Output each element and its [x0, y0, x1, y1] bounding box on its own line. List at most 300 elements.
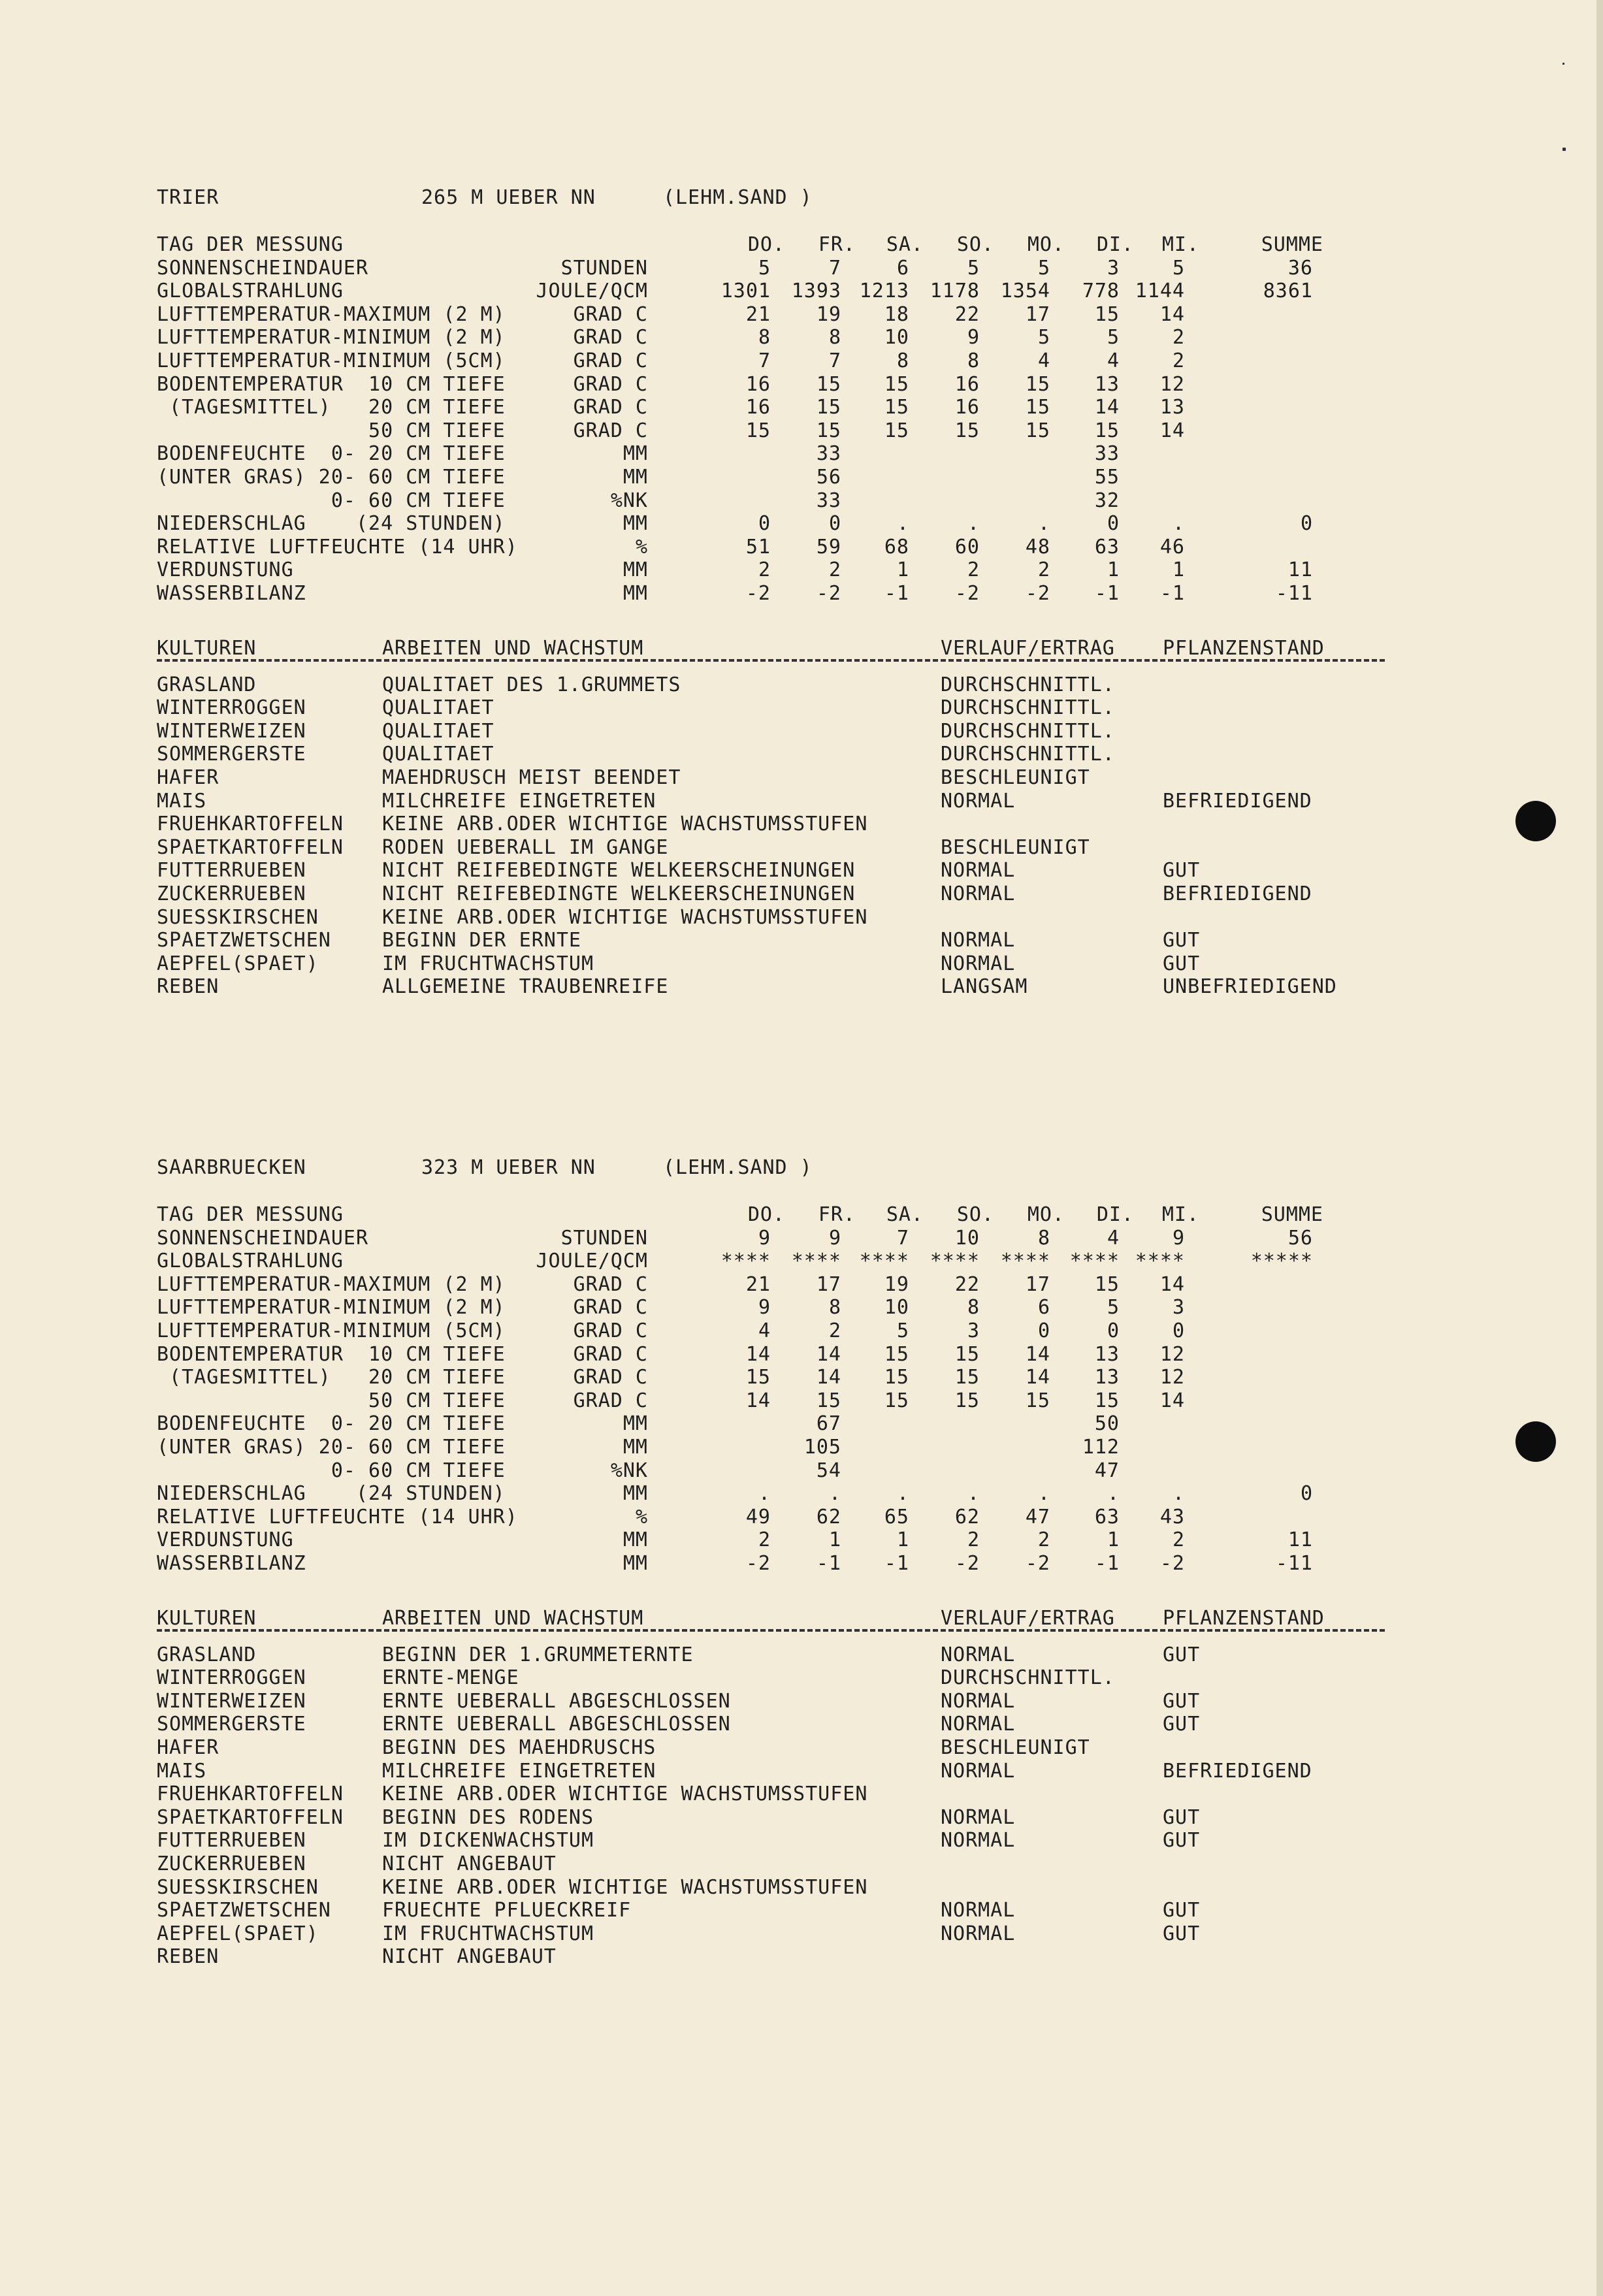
row-unit: STUNDEN: [560, 1226, 648, 1250]
value-cell: .: [1037, 512, 1050, 536]
value-cell: 17: [1025, 302, 1050, 326]
crop-work: QUALITAET: [382, 719, 494, 743]
value-cell: 14: [816, 1342, 841, 1366]
crop-work: ERNTE UEBERALL ABGESCHLOSSEN: [382, 1713, 731, 1736]
value-cell: 4: [758, 1319, 771, 1342]
crop-name: GRASLAND: [157, 673, 257, 696]
crop-row: [157, 720, 1398, 743]
value-cell: 18: [884, 302, 909, 326]
crop-work: MAEHDRUSCH MEIST BEENDET: [382, 766, 681, 789]
row-unit: MM: [623, 558, 648, 582]
sum-cell: -11: [1275, 582, 1313, 605]
value-cell: 0: [1172, 1319, 1185, 1342]
crop-row: [157, 1806, 1398, 1830]
row-label: SONNENSCHEINDAUER: [157, 256, 369, 280]
value-cell: 2: [1172, 1528, 1185, 1552]
value-cell: -2: [954, 1552, 980, 1575]
crop-work: BEGINN DES RODENS: [382, 1805, 594, 1829]
row-label: (UNTER GRAS) 20- 60 CM TIEFE: [157, 466, 506, 489]
day-header: SA.: [886, 1203, 924, 1226]
value-cell: 14: [1159, 1389, 1185, 1412]
value-cell: 16: [954, 396, 980, 419]
crop-row: [157, 952, 1398, 976]
measurement-row: [157, 512, 1398, 536]
crop-row: [157, 1760, 1398, 1783]
station-soil: (LEHM.SAND ): [663, 186, 813, 209]
crop-work: FRUECHTE PFLUECKREIF: [382, 1899, 632, 1922]
crop-verlauf: DURCHSCHNITTL.: [941, 696, 1115, 720]
crop-verlauf: NORMAL: [941, 1899, 1016, 1922]
value-cell: 47: [1025, 1505, 1050, 1528]
value-cell: ****: [721, 1250, 771, 1273]
crop-stand: GUT: [1163, 952, 1201, 975]
value-cell: 15: [884, 1342, 909, 1366]
value-cell: -1: [884, 582, 909, 605]
measurement-row: [157, 280, 1398, 303]
value-cell: 15: [954, 419, 980, 442]
row-label: TAG DER MESSUNG: [157, 233, 344, 256]
measurement-row: [157, 373, 1398, 396]
row-unit: GRAD C: [573, 419, 648, 442]
value-cell: 16: [954, 372, 980, 396]
day-header: DO.: [747, 1203, 785, 1226]
row-label: 50 CM TIEFE: [157, 1389, 506, 1412]
value-cell: .: [758, 1482, 771, 1506]
value-cell: 2: [758, 1528, 771, 1552]
value-cell: .: [967, 512, 980, 536]
value-cell: 15: [1094, 1272, 1120, 1296]
crop-col-verlauf: VERLAUF/ERTRAG: [941, 1606, 1115, 1630]
value-cell: 7: [828, 256, 841, 280]
value-cell: 13: [1094, 372, 1120, 396]
row-unit: MM: [623, 466, 648, 489]
value-cell: 15: [816, 396, 841, 419]
crop-stand: BEFRIEDIGEND: [1163, 882, 1312, 905]
crop-work: ALLGEMEINE TRAUBENREIFE: [382, 975, 669, 999]
value-cell: 15: [745, 419, 771, 442]
value-cell: 22: [954, 1272, 980, 1296]
value-cell: 12: [1159, 1366, 1185, 1389]
value-cell: 21: [745, 1272, 771, 1296]
crop-col-stand: PFLANZENSTAND: [1163, 1606, 1325, 1630]
measurement-row: [157, 1343, 1398, 1366]
value-cell: 15: [1025, 419, 1050, 442]
value-cell: 50: [1094, 1412, 1120, 1436]
value-cell: 15: [884, 1366, 909, 1389]
value-cell: 4: [1107, 1226, 1120, 1250]
value-cell: -1: [1159, 582, 1185, 605]
value-cell: 63: [1094, 535, 1120, 558]
crop-name: WINTERWEIZEN: [157, 719, 306, 743]
sum-cell: *****: [1250, 1250, 1313, 1273]
value-cell: 62: [954, 1505, 980, 1528]
crop-name: SPAETKARTOFFELN: [157, 1805, 344, 1829]
day-header: MI.: [1161, 1203, 1199, 1226]
value-cell: 15: [954, 1389, 980, 1412]
value-cell: 778: [1082, 280, 1120, 303]
value-cell: 1213: [859, 280, 909, 303]
row-label: LUFTTEMPERATUR-MINIMUM (5CM): [157, 1319, 506, 1342]
crop-name: FUTTERRUEBEN: [157, 859, 306, 882]
value-cell: 8: [828, 1296, 841, 1319]
value-cell: 15: [1094, 419, 1120, 442]
value-cell: 33: [816, 442, 841, 466]
crop-row: [157, 696, 1398, 720]
crop-col-kulturen: KULTUREN: [157, 1606, 257, 1630]
value-cell: 33: [816, 489, 841, 512]
value-cell: 8: [967, 349, 980, 372]
crop-name: FRUEHKARTOFFELN: [157, 1783, 344, 1806]
station-name: SAARBRUECKEN: [157, 1156, 306, 1179]
crop-row: [157, 975, 1398, 999]
row-unit: MM: [623, 1482, 648, 1506]
row-label: 0- 60 CM TIEFE: [157, 1459, 506, 1482]
value-cell: 15: [954, 1342, 980, 1366]
crop-row: [157, 1922, 1398, 1946]
row-unit: JOULE/QCM: [536, 280, 648, 303]
day-header: DI.: [1096, 1203, 1134, 1226]
value-cell: 1178: [930, 280, 980, 303]
row-label: LUFTTEMPERATUR-MINIMUM (2 M): [157, 1296, 506, 1319]
value-cell: 54: [816, 1459, 841, 1482]
row-unit: MM: [623, 582, 648, 605]
value-cell: 2: [967, 1528, 980, 1552]
crop-work: NICHT ANGEBAUT: [382, 1852, 557, 1875]
value-cell: .: [896, 512, 909, 536]
day-header: DI.: [1096, 233, 1134, 256]
value-cell: ****: [859, 1250, 909, 1273]
crop-row: [157, 1713, 1398, 1736]
value-cell: 67: [816, 1412, 841, 1436]
value-cell: 15: [816, 419, 841, 442]
crop-work: KEINE ARB.ODER WICHTIGE WACHSTUMSSTUFEN: [382, 905, 868, 929]
value-cell: 2: [1037, 1528, 1050, 1552]
sum-cell: 0: [1300, 1482, 1313, 1506]
sum-cell: -11: [1275, 1552, 1313, 1575]
row-label: WASSERBILANZ: [157, 582, 306, 605]
value-cell: 15: [884, 372, 909, 396]
value-cell: -1: [1094, 1552, 1120, 1575]
measurement-row: [157, 1366, 1398, 1389]
value-cell: 21: [745, 302, 771, 326]
value-cell: 5: [1037, 256, 1050, 280]
value-cell: 46: [1159, 535, 1185, 558]
measurement-row: [157, 1319, 1398, 1343]
crop-work: BEGINN DER ERNTE: [382, 929, 581, 952]
punch-hole: [1515, 801, 1556, 841]
row-label: WASSERBILANZ: [157, 1552, 306, 1575]
crop-verlauf: NORMAL: [941, 1922, 1016, 1945]
value-cell: 12: [1159, 372, 1185, 396]
row-label: TAG DER MESSUNG: [157, 1203, 344, 1226]
crop-row: [157, 1643, 1398, 1667]
value-cell: 68: [884, 535, 909, 558]
value-cell: ****: [1135, 1250, 1185, 1273]
value-cell: 3: [1107, 256, 1120, 280]
crop-row: [157, 882, 1398, 906]
crop-name: ZUCKERRUEBEN: [157, 882, 306, 905]
crop-name: HAFER: [157, 766, 219, 789]
day-header: MI.: [1161, 233, 1199, 256]
crop-work: ERNTE UEBERALL ABGESCHLOSSEN: [382, 1689, 731, 1713]
crop-stand: GUT: [1163, 929, 1201, 952]
measurement-row: [157, 396, 1398, 419]
measurement-row: [157, 1296, 1398, 1319]
measurement-row: [157, 582, 1398, 606]
value-cell: 14: [1094, 396, 1120, 419]
row-label: LUFTTEMPERATUR-MINIMUM (5CM): [157, 349, 506, 372]
speck: [1563, 148, 1566, 151]
value-cell: 15: [1094, 1389, 1120, 1412]
value-cell: 32: [1094, 489, 1120, 512]
row-unit: GRAD C: [573, 349, 648, 372]
punch-hole: [1515, 1421, 1556, 1462]
value-cell: .: [828, 1482, 841, 1506]
crop-name: FUTTERRUEBEN: [157, 1829, 306, 1852]
value-cell: 19: [884, 1272, 909, 1296]
crop-row: [157, 1852, 1398, 1876]
crop-stand: GUT: [1163, 1643, 1201, 1666]
crop-row: [157, 790, 1398, 813]
value-cell: ****: [791, 1250, 841, 1273]
value-cell: 2: [967, 558, 980, 582]
value-cell: 14: [1025, 1366, 1050, 1389]
measurement-row: [157, 1528, 1398, 1552]
row-unit: GRAD C: [573, 1296, 648, 1319]
value-cell: 2: [1172, 326, 1185, 349]
row-label: 50 CM TIEFE: [157, 419, 506, 442]
measurement-row: [157, 303, 1398, 327]
day-header: FR.: [818, 233, 856, 256]
value-cell: 7: [758, 349, 771, 372]
day-header: SA.: [886, 233, 924, 256]
value-cell: 33: [1094, 442, 1120, 466]
crop-stand: BEFRIEDIGEND: [1163, 1759, 1312, 1783]
value-cell: 9: [967, 326, 980, 349]
value-cell: -1: [884, 1552, 909, 1575]
crop-verlauf: NORMAL: [941, 929, 1016, 952]
dashed-divider: [157, 659, 1385, 662]
crop-verlauf: DURCHSCHNITTL.: [941, 743, 1115, 766]
value-cell: 9: [758, 1296, 771, 1319]
sum-cell: 36: [1287, 256, 1313, 280]
row-unit: GRAD C: [573, 1272, 648, 1296]
value-cell: 8: [967, 1296, 980, 1319]
value-cell: 0: [1037, 1319, 1050, 1342]
measurement-row: [157, 442, 1398, 466]
crop-name: AEPFEL(SPAET): [157, 952, 319, 975]
day-header: SO.: [956, 233, 994, 256]
crop-row: [157, 1945, 1398, 1969]
crop-row: [157, 766, 1398, 790]
station-altitude: 265 M UEBER NN: [421, 186, 596, 209]
row-label: VERDUNSTUNG: [157, 558, 294, 582]
measurement-row: [157, 489, 1398, 513]
value-cell: 16: [745, 396, 771, 419]
row-label: 0- 60 CM TIEFE: [157, 489, 506, 512]
crop-name: SUESSKIRSCHEN: [157, 1875, 319, 1899]
row-unit: GRAD C: [573, 1319, 648, 1342]
value-cell: 4: [1037, 349, 1050, 372]
value-cell: -2: [816, 582, 841, 605]
value-cell: 1: [828, 1528, 841, 1552]
row-label: SONNENSCHEINDAUER: [157, 1226, 369, 1250]
station-header: [157, 1156, 1398, 1180]
sum-header: SUMME: [1261, 1203, 1323, 1226]
crop-work: MILCHREIFE EINGETRETEN: [382, 1759, 656, 1783]
crop-stand: GUT: [1163, 1713, 1201, 1736]
day-header: DO.: [747, 233, 785, 256]
measurement-row: [157, 1459, 1398, 1483]
value-cell: 5: [1172, 256, 1185, 280]
row-label: BODENFEUCHTE 0- 20 CM TIEFE: [157, 442, 506, 466]
crop-verlauf: NORMAL: [941, 789, 1016, 813]
value-cell: 13: [1159, 396, 1185, 419]
value-cell: 7: [896, 1226, 909, 1250]
crop-col-verlauf: VERLAUF/ERTRAG: [941, 636, 1115, 660]
value-cell: 105: [803, 1436, 841, 1459]
value-cell: 15: [745, 1366, 771, 1389]
station-name: TRIER: [157, 186, 219, 209]
value-cell: 1: [896, 1528, 909, 1552]
sum-cell: 56: [1287, 1226, 1313, 1250]
value-cell: 9: [1172, 1226, 1185, 1250]
value-cell: 1354: [1000, 280, 1050, 303]
crop-col-arbeiten: ARBEITEN UND WACHSTUM: [382, 1606, 644, 1630]
crop-work: NICHT ANGEBAUT: [382, 1945, 557, 1969]
crop-name: GRASLAND: [157, 1643, 257, 1666]
speck: [1563, 63, 1564, 65]
row-unit: JOULE/QCM: [536, 1250, 648, 1273]
value-cell: 15: [884, 396, 909, 419]
value-cell: 17: [1025, 1272, 1050, 1296]
value-cell: 2: [1037, 558, 1050, 582]
crop-work: RODEN UEBERALL IM GANGE: [382, 835, 669, 859]
row-unit: GRAD C: [573, 1389, 648, 1412]
crop-verlauf: NORMAL: [941, 1713, 1016, 1736]
value-cell: 2: [758, 558, 771, 582]
row-unit: %: [635, 1505, 648, 1528]
crop-work: QUALITAET: [382, 743, 494, 766]
crop-name: WINTERROGGEN: [157, 1666, 306, 1690]
value-cell: 2: [828, 1319, 841, 1342]
value-cell: 2: [828, 558, 841, 582]
value-cell: -2: [1159, 1552, 1185, 1575]
value-cell: 8: [758, 326, 771, 349]
crop-stand: GUT: [1163, 1829, 1201, 1852]
value-cell: 1: [1107, 558, 1120, 582]
crop-name: ZUCKERRUEBEN: [157, 1852, 306, 1875]
crop-stand: GUT: [1163, 1899, 1201, 1922]
dashed-divider: [157, 1629, 1385, 1632]
value-cell: 8: [828, 326, 841, 349]
row-label: LUFTTEMPERATUR-MAXIMUM (2 M): [157, 1272, 506, 1296]
value-cell: 3: [967, 1319, 980, 1342]
row-label: RELATIVE LUFTFEUCHTE (14 UHR): [157, 1505, 518, 1528]
crop-work: BEGINN DES MAEHDRUSCHS: [382, 1736, 656, 1759]
crop-stand: GUT: [1163, 1805, 1201, 1829]
row-unit: GRAD C: [573, 302, 648, 326]
value-cell: 13: [1094, 1342, 1120, 1366]
measurement-row: [157, 349, 1398, 373]
day-header: MO.: [1027, 233, 1065, 256]
value-cell: 22: [954, 302, 980, 326]
crop-stand: GUT: [1163, 1689, 1201, 1713]
crop-row: [157, 1876, 1398, 1900]
day-header: SO.: [956, 1203, 994, 1226]
crop-stand: GUT: [1163, 859, 1201, 882]
row-unit: GRAD C: [573, 1366, 648, 1389]
crop-col-arbeiten: ARBEITEN UND WACHSTUM: [382, 636, 644, 660]
value-cell: 9: [758, 1226, 771, 1250]
row-label: (TAGESMITTEL) 20 CM TIEFE: [157, 396, 506, 419]
sum-header: SUMME: [1261, 233, 1323, 256]
value-cell: 7: [828, 349, 841, 372]
value-cell: ****: [1069, 1250, 1120, 1273]
value-cell: 9: [828, 1226, 841, 1250]
row-label: LUFTTEMPERATUR-MAXIMUM (2 M): [157, 302, 506, 326]
value-cell: 3: [1172, 1296, 1185, 1319]
value-cell: .: [1172, 1482, 1185, 1506]
crop-verlauf: BESCHLEUNIGT: [941, 766, 1090, 789]
row-unit: GRAD C: [573, 326, 648, 349]
value-cell: 4: [1107, 349, 1120, 372]
station-altitude: 323 M UEBER NN: [421, 1156, 596, 1179]
day-header: MO.: [1027, 1203, 1065, 1226]
crop-work: QUALITAET: [382, 696, 494, 720]
value-cell: -2: [745, 1552, 771, 1575]
value-cell: 14: [816, 1366, 841, 1389]
page-edge: [1596, 0, 1603, 2296]
row-label: LUFTTEMPERATUR-MINIMUM (2 M): [157, 326, 506, 349]
value-cell: 10: [954, 1226, 980, 1250]
crop-work: KEINE ARB.ODER WICHTIGE WACHSTUMSSTUFEN: [382, 1783, 868, 1806]
row-unit: GRAD C: [573, 396, 648, 419]
crop-row: [157, 836, 1398, 860]
value-cell: 12: [1159, 1342, 1185, 1366]
value-cell: 17: [816, 1272, 841, 1296]
value-cell: 1393: [791, 280, 841, 303]
value-cell: .: [1037, 1482, 1050, 1506]
crop-verlauf: NORMAL: [941, 1829, 1016, 1852]
value-cell: 15: [1025, 372, 1050, 396]
value-cell: 8: [1037, 1226, 1050, 1250]
value-cell: 0: [1107, 1319, 1120, 1342]
value-cell: 5: [1107, 326, 1120, 349]
value-cell: 48: [1025, 535, 1050, 558]
value-cell: 8: [896, 349, 909, 372]
row-label: BODENTEMPERATUR 10 CM TIEFE: [157, 1342, 506, 1366]
crop-header: [157, 637, 1398, 660]
sum-cell: 11: [1287, 558, 1313, 582]
crop-col-kulturen: KULTUREN: [157, 636, 257, 660]
crop-work: KEINE ARB.ODER WICHTIGE WACHSTUMSSTUFEN: [382, 1875, 868, 1899]
crop-row: [157, 743, 1398, 766]
value-cell: 47: [1094, 1459, 1120, 1482]
row-unit: MM: [623, 442, 648, 466]
value-cell: 14: [745, 1342, 771, 1366]
row-label: BODENTEMPERATUR 10 CM TIEFE: [157, 372, 506, 396]
value-cell: 10: [884, 326, 909, 349]
crop-name: HAFER: [157, 1736, 219, 1759]
measurement-row: [157, 1250, 1398, 1273]
value-cell: 5: [967, 256, 980, 280]
value-cell: 65: [884, 1505, 909, 1528]
row-label: (UNTER GRAS) 20- 60 CM TIEFE: [157, 1436, 506, 1459]
crop-name: WINTERROGGEN: [157, 696, 306, 720]
value-cell: 15: [816, 372, 841, 396]
crop-header: [157, 1607, 1398, 1630]
